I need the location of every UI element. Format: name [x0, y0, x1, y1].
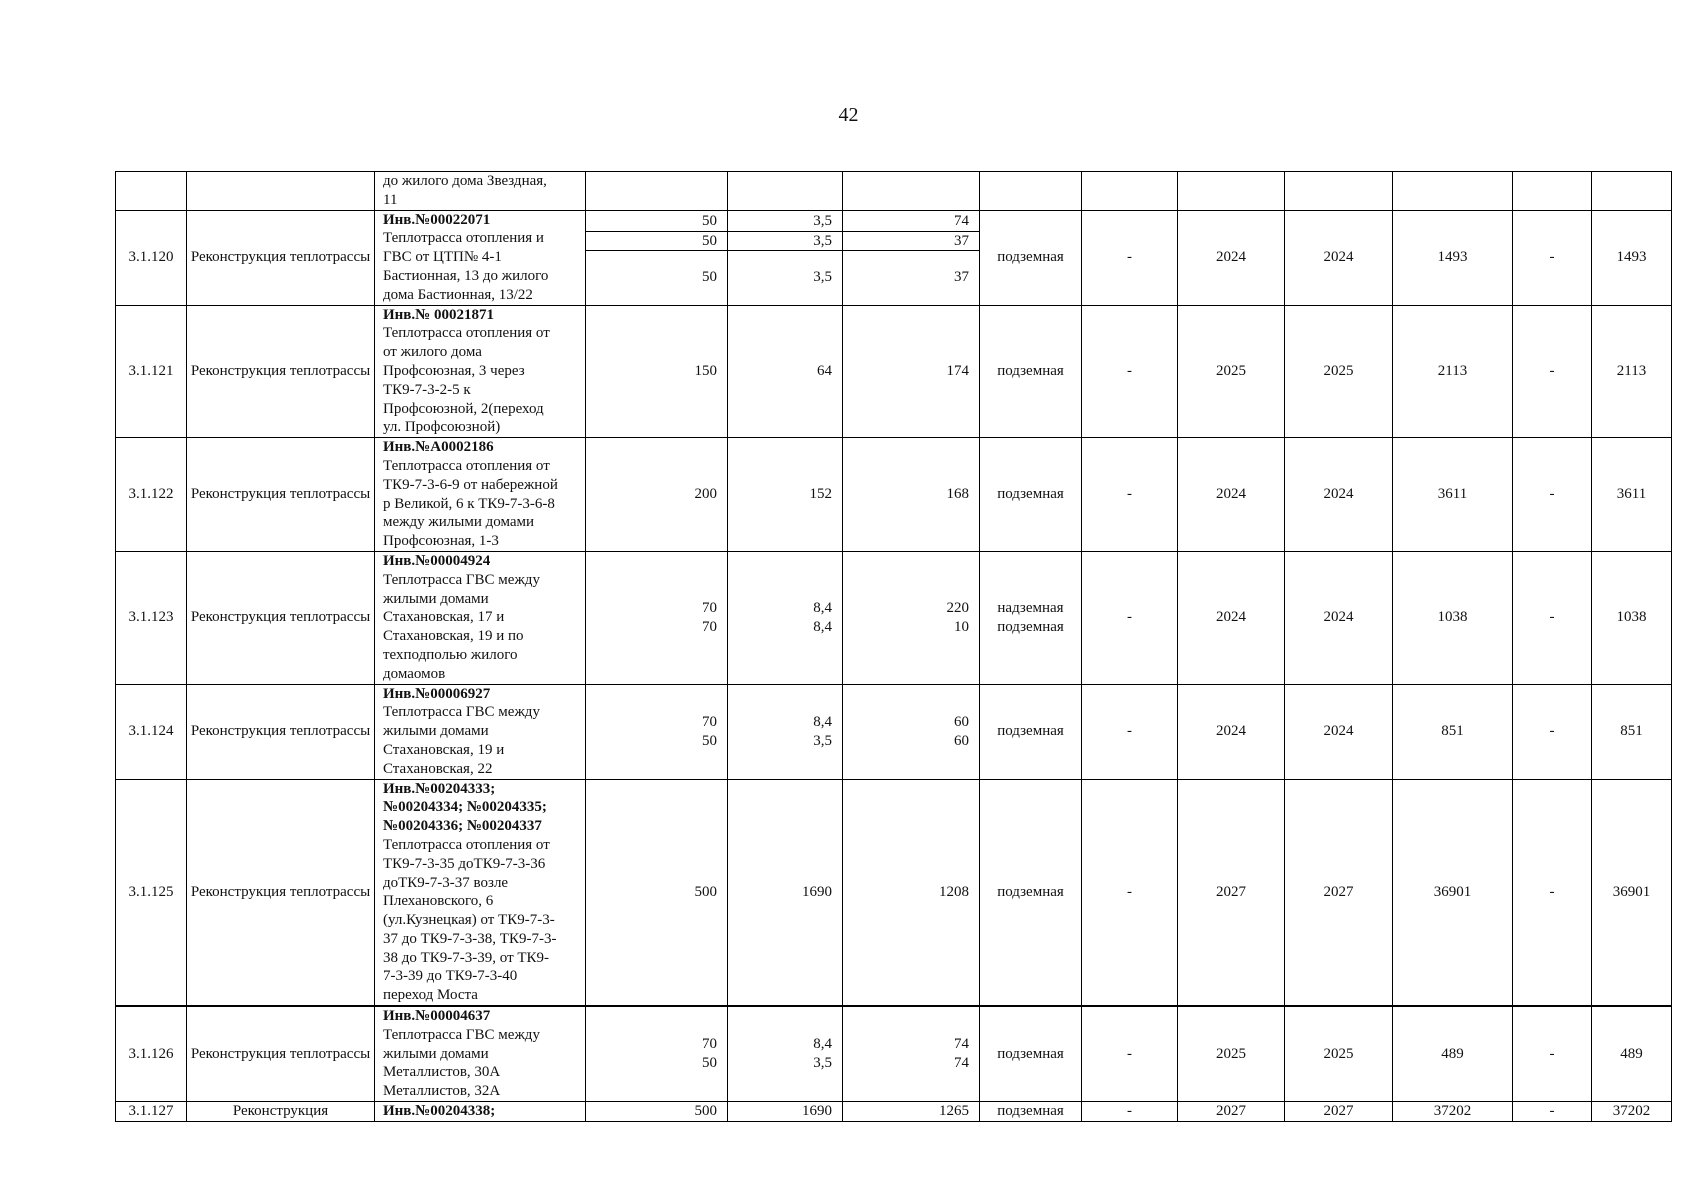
cell-description: Инв.№00022071 Теплотрасса отопления и ГВС от ЦТП№ 4-1 Бастионная, 13 до жилого дома Бастионная, 13/22: [375, 210, 586, 305]
cell-description: Инв.№А0002186 Теплотрасса отопления от ТК9-7-3-6-9 от набережной р Великой, 6 к ТК9-7-3-6-8 между жилыми домами Профсоюзная, 1-3: [375, 438, 586, 552]
cell-length: 174: [843, 305, 980, 438]
cell-c11: -: [1513, 438, 1592, 552]
cell-laying: подземная: [980, 779, 1082, 1006]
table-row: [116, 305, 1672, 438]
cell-thickness: 8,4 8,4: [728, 551, 843, 684]
cell-total: 36901: [1393, 779, 1513, 1006]
cell-c11: -: [1513, 1102, 1592, 1122]
cell-diameter: 500: [586, 779, 728, 1006]
cell-laying: подземная: [980, 305, 1082, 438]
cell-c7: -: [1082, 305, 1178, 438]
cell-laying: подземная: [980, 1006, 1082, 1101]
cell-total: 2113: [1393, 305, 1513, 438]
cell-c11: -: [1513, 305, 1592, 438]
cell-c7: -: [1082, 551, 1178, 684]
cell-end-year: 2027: [1285, 1102, 1393, 1122]
cell-laying: подземная: [980, 684, 1082, 779]
cell-description: Инв.№00004637 Теплотрасса ГВС между жилыми домами Металлистов, 30А Металлистов, 32А: [375, 1006, 586, 1101]
cell-c7: -: [1082, 438, 1178, 552]
cell-thickness: 3,5 3,5 3,5: [728, 210, 843, 305]
cell-length: 168: [843, 438, 980, 552]
cell-start-year: 2025: [1178, 1006, 1285, 1101]
page-number: 42: [838, 104, 859, 126]
cell-end-year: 2024: [1285, 210, 1393, 305]
cell-c7: -: [1082, 684, 1178, 779]
cell-end-year: 2024: [1285, 438, 1393, 552]
cell-end-year: 2024: [1285, 684, 1393, 779]
cell-work: Реконструкция теплотрассы: [187, 1006, 375, 1101]
cell-total: 489: [1393, 1006, 1513, 1101]
cell-work: Реконструкция теплотрассы: [187, 684, 375, 779]
cell-work: Реконструкция теплотрассы: [187, 438, 375, 552]
cell-sum: 2113: [1592, 305, 1672, 438]
cell-work: Реконструкция теплотрассы: [187, 779, 375, 1006]
cell-thickness: 8,4 3,5: [728, 684, 843, 779]
cell-sum: 489: [1592, 1006, 1672, 1101]
cell-id: 3.1.121: [116, 305, 187, 438]
cell-diameter: 70 70: [586, 551, 728, 684]
cell-description: Инв.№00006927 Теплотрасса ГВС между жилыми домами Стахановская, 19 и Стахановская, 22: [375, 684, 586, 779]
cell-diameter: 150: [586, 305, 728, 438]
cell-length: 60 60: [843, 684, 980, 779]
cell-id: 3.1.127: [116, 1102, 187, 1122]
cell-length: 1208: [843, 779, 980, 1006]
cell-thickness: 1690: [728, 1102, 843, 1122]
cell-total: 37202: [1393, 1102, 1513, 1122]
cell-length: 1265: [843, 1102, 980, 1122]
cell-work: Реконструкция: [187, 1102, 375, 1122]
cell-work: Реконструкция теплотрассы: [187, 551, 375, 684]
cell-work: [187, 172, 375, 211]
table-row: [116, 684, 1672, 779]
cell-end-year: 2027: [1285, 779, 1393, 1006]
cell-thickness: 1690: [728, 779, 843, 1006]
cell-length: 74 37 37: [843, 210, 980, 305]
cell-total: 3611: [1393, 438, 1513, 552]
cell-start-year: 2027: [1178, 1102, 1285, 1122]
cell-c7: -: [1082, 779, 1178, 1006]
table-row: [116, 210, 1672, 305]
cell-start-year: 2024: [1178, 551, 1285, 684]
cell-total: 851: [1393, 684, 1513, 779]
cell-diameter: 500: [586, 1102, 728, 1122]
cell-length: 220 10: [843, 551, 980, 684]
cell-sum: 3611: [1592, 438, 1672, 552]
cell-sum: 37202: [1592, 1102, 1672, 1122]
cell-total: 1038: [1393, 551, 1513, 684]
cell-sum: 1038: [1592, 551, 1672, 684]
cell-total: 1493: [1393, 210, 1513, 305]
cell-id: 3.1.126: [116, 1006, 187, 1101]
cell-c11: -: [1513, 684, 1592, 779]
cell-id: 3.1.124: [116, 684, 187, 779]
cell-thickness: 8,4 3,5: [728, 1006, 843, 1101]
investment-program-table: [115, 171, 1672, 1122]
table-row: [116, 551, 1672, 684]
cell-laying: подземная: [980, 438, 1082, 552]
cell-diameter: 200: [586, 438, 728, 552]
table-row: [116, 1006, 1672, 1101]
cell-laying: подземная: [980, 1102, 1082, 1122]
cell-description: Инв.№00204338;: [375, 1102, 586, 1122]
cell-end-year: 2025: [1285, 1006, 1393, 1101]
cell-sum: 851: [1592, 684, 1672, 779]
table-row: [116, 779, 1672, 1006]
cell-diameter: 70 50: [586, 684, 728, 779]
cell-thickness: 64: [728, 305, 843, 438]
cell-c11: -: [1513, 551, 1592, 684]
cell-sum: 36901: [1592, 779, 1672, 1006]
cell-c11: -: [1513, 1006, 1592, 1101]
cell-description: Инв.№00204333; №00204334; №00204335; №00204336; №00204337 Теплотрасса отопления от ТК9-7-3-35 доТК9-7-3-36 доТК9-7-3-37 возле Плехановского, 6 (ул.Кузнецкая) от ТК9-7-3- 37 до ТК9-7-3-38, ТК9-7-3- 38 до ТК9-7-3-39, от ТК9- 7-3-39 до ТК9-7-3-40 переход Моста: [375, 779, 586, 1006]
cell-description: Инв.№ 00021871 Теплотрасса отопления от от жилого дома Профсоюзная, 3 через ТК9-7-3-2-5 к Профсоюзной, 2(переход ул. Профсоюзной): [375, 305, 586, 438]
cell-id: 3.1.123: [116, 551, 187, 684]
cell-c11: -: [1513, 210, 1592, 305]
cell-length: 74 74: [843, 1006, 980, 1101]
cell-start-year: 2024: [1178, 210, 1285, 305]
table-row: [116, 438, 1672, 552]
cell-end-year: 2024: [1285, 551, 1393, 684]
cell-sum: 1493: [1592, 210, 1672, 305]
cell-diameter: 70 50: [586, 1006, 728, 1101]
cell-work: Реконструкция теплотрассы: [187, 305, 375, 438]
cell-diameter: 50 50 50: [586, 210, 728, 305]
table-row: [116, 1102, 1672, 1122]
cell-end-year: 2025: [1285, 305, 1393, 438]
cell-c7: -: [1082, 210, 1178, 305]
cell-c7: -: [1082, 1102, 1178, 1122]
cell-description: до жилого дома Звездная, 11: [375, 172, 586, 211]
cell-laying: подземная: [980, 210, 1082, 305]
cell-laying: надземная подземная: [980, 551, 1082, 684]
cell-work: Реконструкция теплотрассы: [187, 210, 375, 305]
cell-description: Инв.№00004924 Теплотрасса ГВС между жилыми домами Стахановская, 17 и Стахановская, 19 и по техподполью жилого домаомов: [375, 551, 586, 684]
cell-id: 3.1.125: [116, 779, 187, 1006]
cell-start-year: 2025: [1178, 305, 1285, 438]
cell-start-year: 2024: [1178, 438, 1285, 552]
cell-id: 3.1.122: [116, 438, 187, 552]
table-row-continuation: [116, 172, 1672, 211]
cell-start-year: 2024: [1178, 684, 1285, 779]
cell-id: [116, 172, 187, 211]
cell-c7: -: [1082, 1006, 1178, 1101]
cell-thickness: 152: [728, 438, 843, 552]
cell-id: 3.1.120: [116, 210, 187, 305]
cell-start-year: 2027: [1178, 779, 1285, 1006]
cell-c11: -: [1513, 779, 1592, 1006]
